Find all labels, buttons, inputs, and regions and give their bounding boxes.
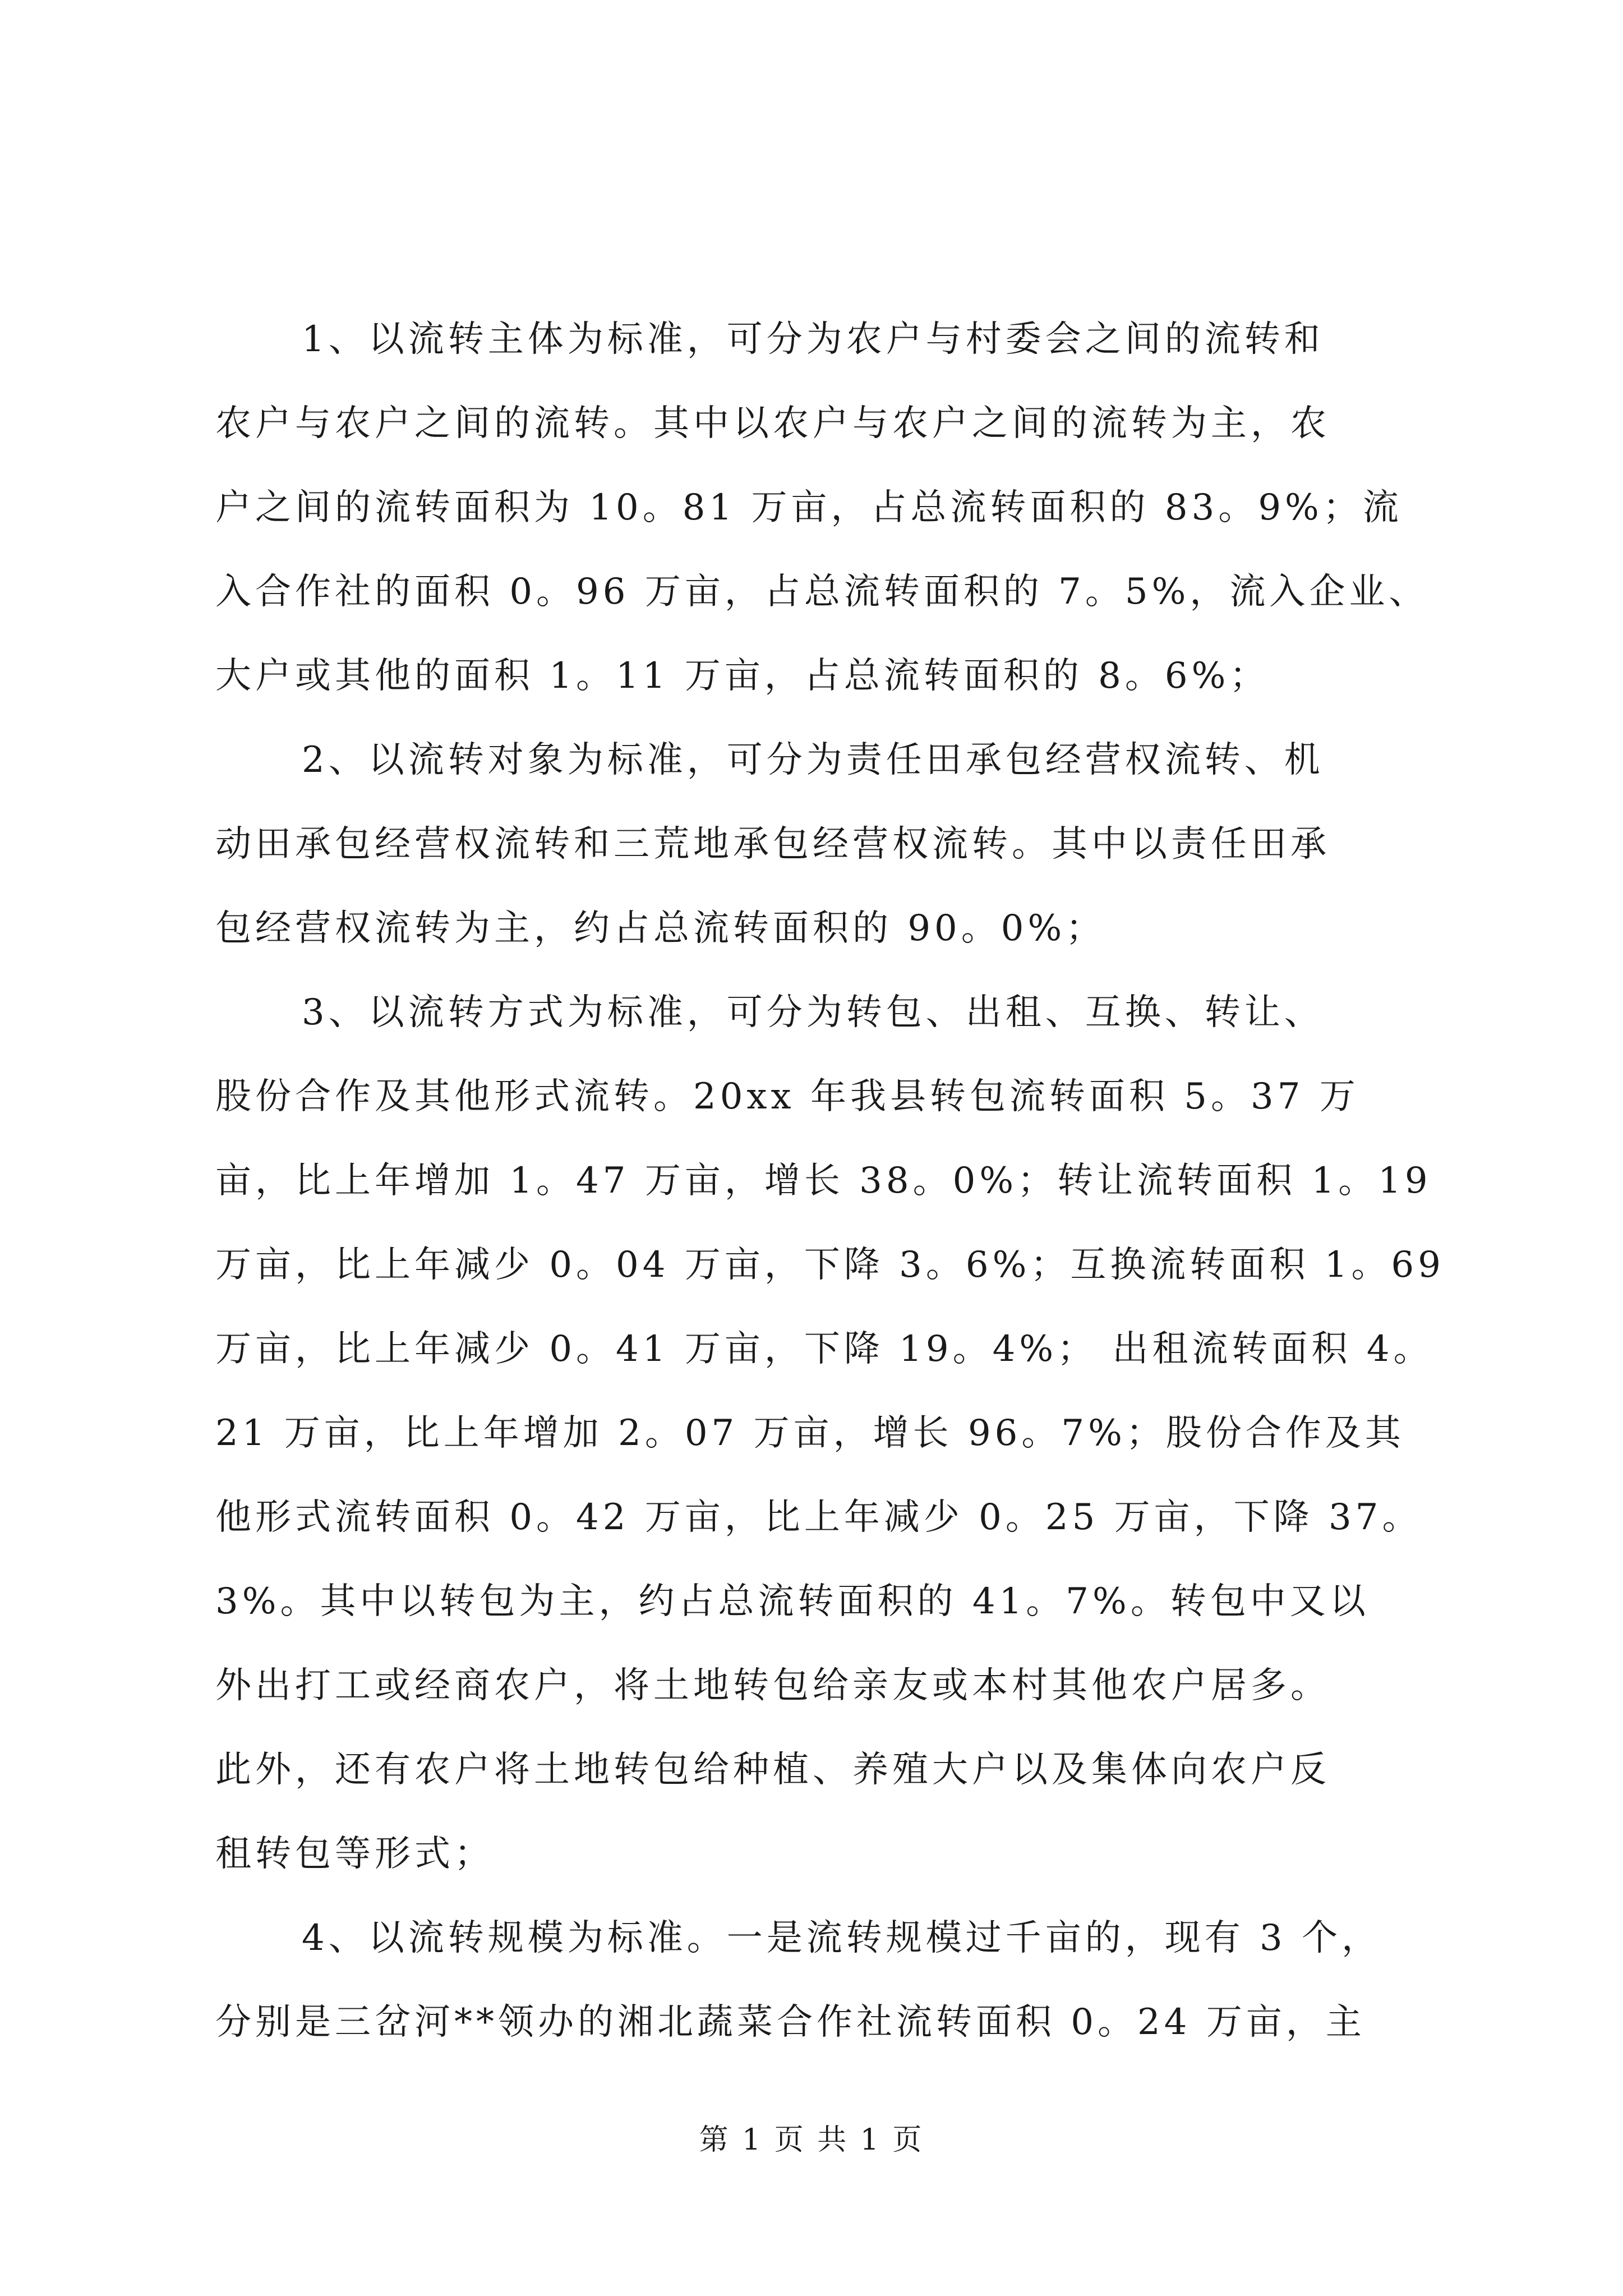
paragraph-1-line-1: 1、以流转主体为标准，可分为农户与村委会之间的流转和 — [302, 319, 1324, 360]
page-footer: 第 1 页 共 1 页 — [699, 2123, 924, 2157]
paragraph-3-line-3: 亩，比上年增加 1。47 万亩，增长 38。0%；转让流转面积 1。19 — [215, 1160, 1432, 1202]
paragraph-2-line-1: 2、以流转对象为标准，可分为责任田承包经营权流转、机 — [302, 739, 1324, 781]
paragraph-3-line-11: 租转包等形式； — [215, 1833, 494, 1875]
paragraph-3-line-10: 此外，还有农户将土地转包给种植、养殖大户以及集体向农户反 — [215, 1749, 1330, 1791]
paragraph-1-line-3: 户之间的流转面积为 10。81 万亩，占总流转面积的 83。9%；流 — [215, 487, 1403, 528]
paragraph-1-line-5: 大户或其他的面积 1。11 万亩，占总流转面积的 8。6%； — [215, 655, 1270, 697]
paragraph-3-line-2: 股份合作及其他形式流转。20xx 年我县转包流转面积 5。37 万 — [215, 1076, 1359, 1117]
paragraph-3-line-7: 他形式流转面积 0。42 万亩，比上年减少 0。25 万亩，下降 37。 — [215, 1497, 1422, 1538]
document-body — [215, 297, 1445, 2064]
paragraph-1-line-4: 入合作社的面积 0。96 万亩，占总流转面积的 7。5%，流入企业、 — [215, 571, 1429, 613]
paragraph-4-line-1: 4、以流转规模为标准。一是流转规模过千亩的，现有 3 个， — [302, 1917, 1382, 1959]
paragraph-4-line-2: 分别是三岔河**领办的湘北蔬菜合作社流转面积 0。24 万亩，主 — [215, 2001, 1366, 2043]
paragraph-3-line-8: 3%。其中以转包为主，约占总流转面积的 41。7%。转包中又以 — [215, 1581, 1370, 1622]
paragraph-3-line-9: 外出打工或经商农户，将土地转包给亲友或本村其他农户居多。 — [215, 1665, 1330, 1706]
paragraph-3-line-5: 万亩，比上年减少 0。41 万亩，下降 19。4%； 出租流转面积 4。 — [215, 1328, 1433, 1370]
paragraph-3-line-4: 万亩，比上年减少 0。04 万亩，下降 3。6%；互换流转面积 1。69 — [215, 1244, 1445, 1286]
paragraph-3-line-6: 21 万亩，比上年增加 2。07 万亩，增长 96。7%；股份合作及其 — [215, 1412, 1405, 1454]
paragraph-3-line-1: 3、以流转方式为标准，可分为转包、出租、互换、转让、 — [302, 992, 1324, 1033]
paragraph-2-line-2: 动田承包经营权流转和三荒地承包经营权流转。其中以责任田承 — [215, 823, 1330, 865]
paragraph-2-line-3: 包经营权流转为主，约占总流转面积的 90。0%； — [215, 908, 1106, 949]
paragraph-1-line-2: 农户与农户之间的流转。其中以农户与农户之间的流转为主，农 — [215, 403, 1330, 444]
